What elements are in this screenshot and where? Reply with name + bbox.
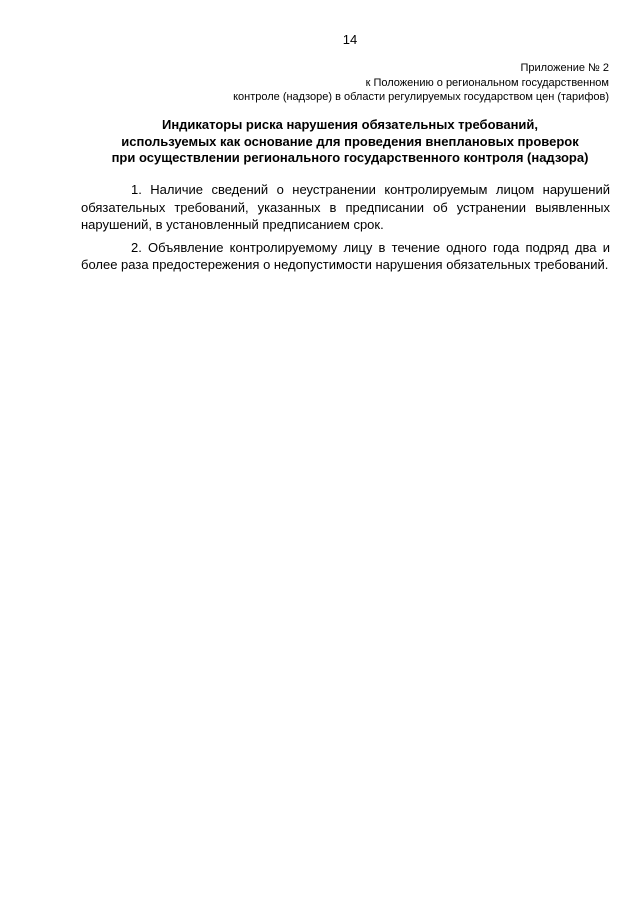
appendix-line-2: к Положению о региональном государственном xyxy=(365,76,609,89)
heading-line-3: при осуществлении регионального государственного контроля (надзора) xyxy=(111,150,589,165)
heading-line-1: Индикаторы риска нарушения обязательных требований, xyxy=(161,117,539,132)
heading-line-2: используемых как основание для проведения внеплановых проверок xyxy=(121,133,579,149)
page-number: 14 xyxy=(342,32,358,47)
document-heading xyxy=(60,117,640,167)
appendix-line-1: Приложение № 2 xyxy=(520,62,609,74)
appendix-reference xyxy=(49,61,609,105)
paragraph-2: 2. Объявление контролируемому лицу в течение одного года подряд два и более раза предостережения о недопустимости нарушения обязательных требований. xyxy=(81,239,610,272)
paragraph-1: 1. Наличие сведений о неустранении контролируемым лицом нарушений обязательных требований, указанных в предписании об устранении выявленных нарушений, в установленный предписанием срок. xyxy=(81,182,610,232)
appendix-line-3: контроле (надзоре) в области регулируемых государством цен (тарифов) xyxy=(233,91,609,103)
document-body xyxy=(81,181,610,279)
